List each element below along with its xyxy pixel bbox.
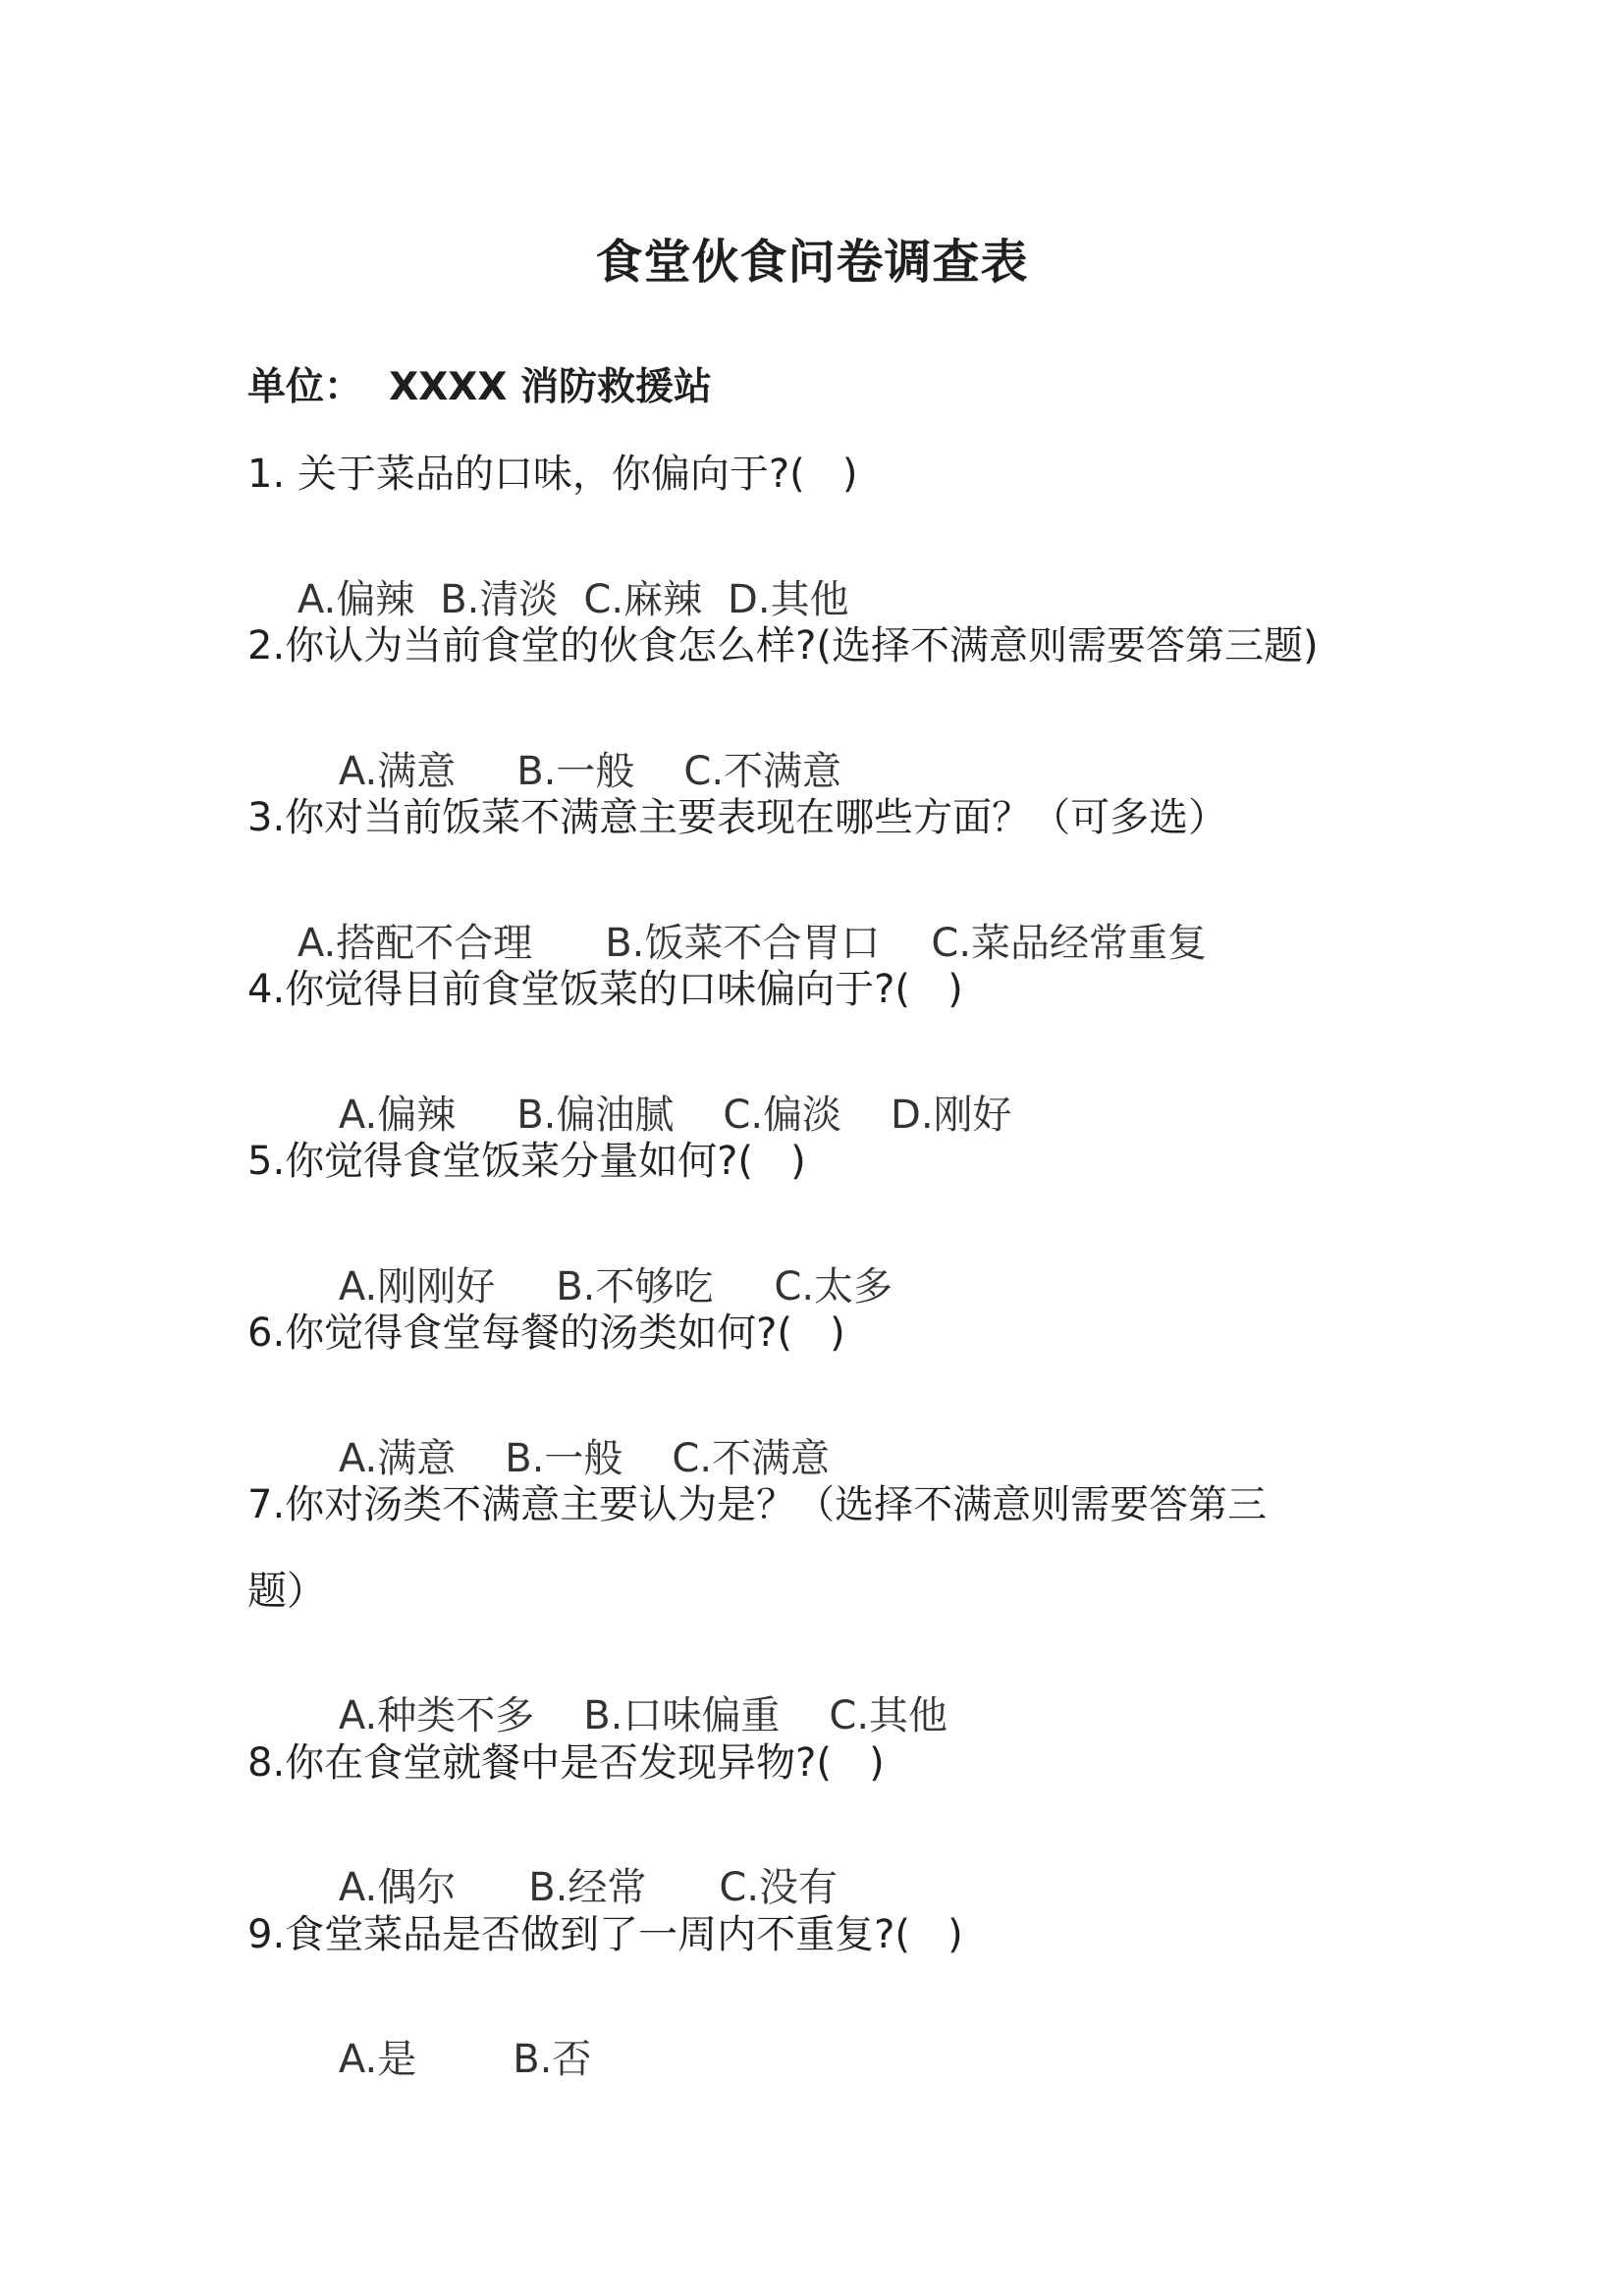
question-1: 1. 关于菜品的口味，你偏向于?( ) [247,452,858,497]
question-6: 6.你觉得食堂每餐的汤类如何?( ) [247,1310,845,1356]
option-3a: A.搭配不合理 [297,921,533,966]
question-7-continued: 题） [247,1569,326,1614]
question-5: 5.你觉得食堂饭菜分量如何?( ) [247,1139,806,1184]
option-1b: B.清淡 [440,577,559,622]
option-5b: B.不够吃 [556,1264,714,1309]
option-7a: A.种类不多 [338,1693,535,1738]
question-3: 3.你对当前饭菜不满意主要表现在哪些方面？（可多选） [247,795,1228,840]
option-6b: B.一般 [505,1436,623,1481]
option-4d: D.刚好 [891,1093,1012,1138]
option-2a: A.满意 [338,749,457,794]
question-9: 9.食堂菜品是否做到了一周内不重复?( ) [247,1912,963,1957]
option-3c: C.菜品经常重复 [931,921,1208,966]
option-5a: A.刚刚好 [338,1264,496,1309]
option-2c: C.不满意 [683,749,842,794]
option-5c: C.太多 [774,1264,893,1309]
option-8a: A.偶尔 [338,1865,457,1910]
unit-line: 单位： XXXX 消防救援站 [247,365,713,409]
option-7c: C.其他 [829,1693,948,1738]
option-7b: B.口味偏重 [583,1693,781,1738]
option-1c: C.麻辣 [583,577,703,622]
option-8c: C.没有 [719,1865,839,1910]
question-4: 4.你觉得目前食堂饭菜的口味偏向于?( ) [247,967,963,1012]
options-9 [289,2001,591,2118]
document-title: 食堂伙食问卷调查表 [595,235,1029,290]
option-4b: B.偏油腻 [516,1093,675,1138]
question-7: 7.你对汤类不满意主要认为是？（选择不满意则需要答第三 [247,1482,1268,1527]
option-9b: B.否 [513,2037,592,2082]
option-6c: C.不满意 [672,1436,831,1481]
option-3b: B.饭菜不合胃口 [605,921,881,966]
question-8: 8.你在食堂就餐中是否发现异物?( ) [247,1740,885,1786]
option-6a: A.满意 [338,1436,457,1481]
option-1a: A.偏辣 [297,577,415,622]
option-8b: B.经常 [528,1865,647,1910]
option-4a: A.偏辣 [338,1093,457,1138]
option-4c: C.偏淡 [723,1093,842,1138]
option-9a: A.是 [338,2037,417,2082]
option-1d: D.其他 [728,577,849,622]
option-2b: B.一般 [516,749,635,794]
question-2: 2.你认为当前食堂的伙食怎么样?(选择不满意则需要答第三题) [247,623,1319,668]
